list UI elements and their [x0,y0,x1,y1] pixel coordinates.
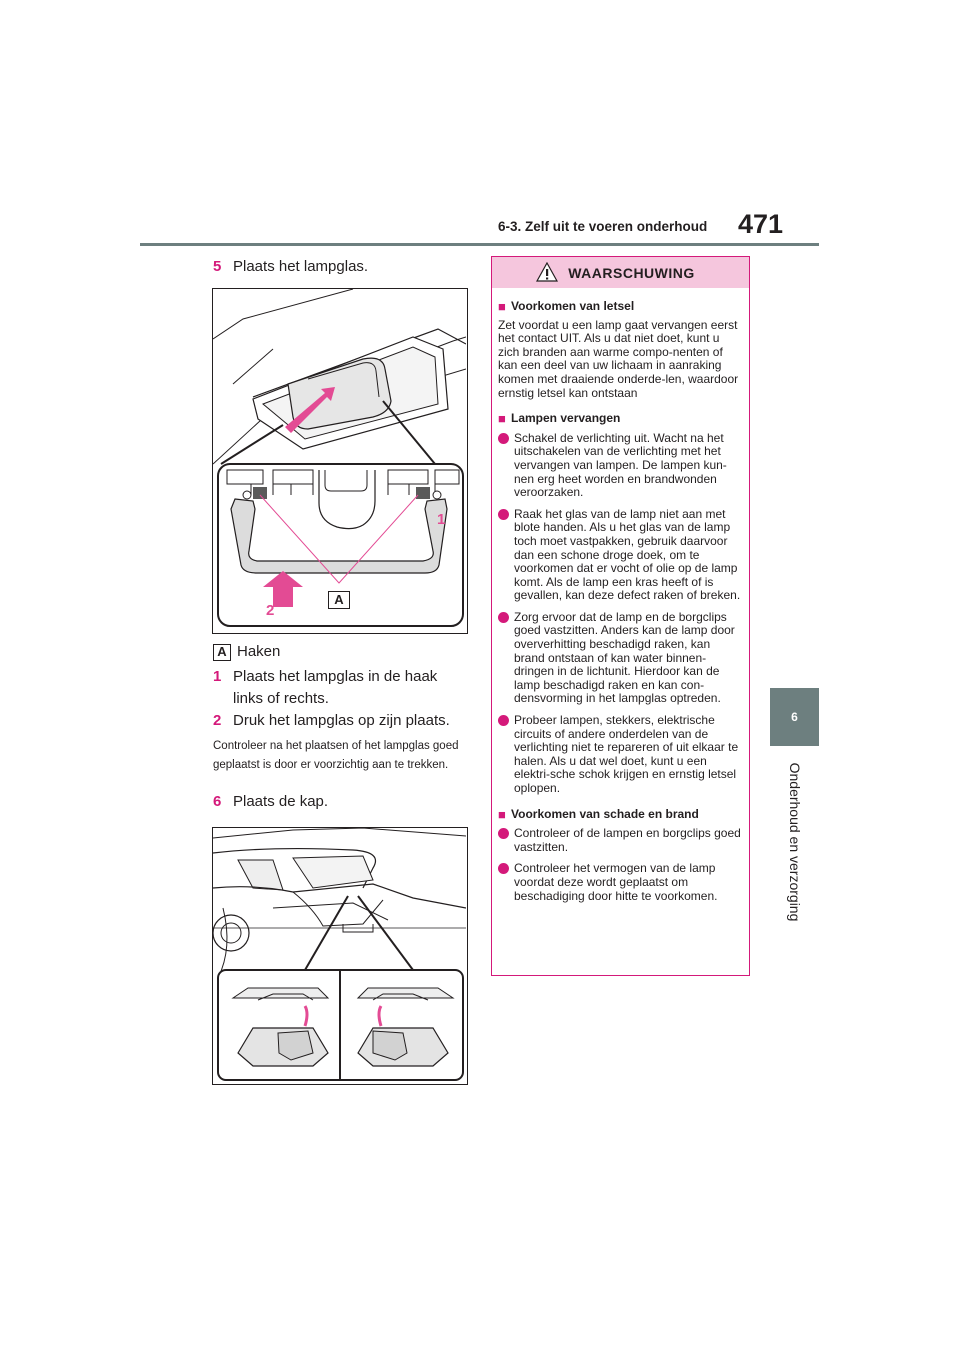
callout-a-badge: A [328,591,350,609]
warning-box [491,256,750,976]
substep-number: 1 [213,668,222,685]
square-bullet-icon: ■ [498,411,506,427]
warning-section-heading: ■ Voorkomen van letsel [498,299,635,314]
chapter-label-text: Onderhoud en verzorging [787,762,803,922]
warning-bullet: Raak het glas van de lamp niet aan met blote handen. Als u het glas van de lamp toch moet vastpakken, gebruik daarvoor dan een schone droge doek, om te voorkomen dat er vocht of olie op de lamp komt. Als de lamp een kras heeft of is gevallen, kan deze defect raken of breken. [498,508,744,603]
callout-2: 2 [266,602,275,619]
warning-bullet: Probeer lampen, stekkers, elektrische circuits of andere onderdelen van de verlichting niet te repareren of uit elkaar te halen. Als u dat wel doet, kunt u een elektri-sche schok krijgen en ernstig letsel oplopen. [498,714,744,796]
warning-body [492,288,749,903]
substep-1 [213,666,468,710]
substep-number: 2 [213,712,222,729]
step-number: 6 [213,793,222,810]
lamp-glass-illustration [213,289,466,632]
warning-paragraph: Zet voordat u een lamp gaat vervangen eerst het contact UIT. Als u dat niet doet, kunt u zich branden aan warme compo-nenten of kan een deel van uw lichaam in aanraking komen met draaiende onderde-len, waardoor ernstig letsel kan ontstaan [498,317,739,400]
warning-header [492,257,749,288]
section-title: 6-3. Zelf uit te voeren onderhoud [498,219,708,234]
bullet-dot-icon [498,715,509,726]
step-number: 5 [213,258,222,275]
bullet-dot-icon [498,433,509,444]
lamp-glass-figure [212,288,468,634]
legend-text: Haken [237,643,281,660]
warning-bullet: Controleer of de lampen en borgclips goed vastzitten. [498,827,744,854]
bullet-dot-icon [498,509,509,520]
square-bullet-icon: ■ [498,806,506,822]
cover-figure [212,827,468,1085]
header-rule [140,243,819,246]
step-text: Plaats de kap. [233,793,329,810]
chapter-tab[interactable]: 6 [770,688,819,746]
warning-title: WAARSCHUWING [568,265,695,281]
warning-bullet: Schakel de verlichting uit. Wacht na het uitschakelen van de verlichting met het vervangen van lampen. De lampen kun-nen erg heet worden en brandwonden veroorzaken. [498,432,744,500]
callout-1: 1 [437,511,446,528]
bullet-dot-icon [498,612,509,623]
step-text: Plaats het lampglas. [233,258,369,275]
warning-section-heading: ■ Lampen vervangen [498,411,621,427]
bullet-dot-icon [498,828,509,839]
note-text: Controleer na het plaatsen of het lampglas goed geplaatst is door er voorzichtig aan te trekken. [213,740,459,771]
square-bullet-icon: ■ [498,299,506,314]
page-number: 471 [738,209,784,239]
warning-bullet: Zorg ervoor dat de lamp en de borgclips goed vastzitten. Anders kan de lamp door oververhitting beschadigd raken, kan brand ontstaan of kan water binnen-dringen in de lichtunit. Hierdoor kan de lamp beschadigd raken en kan con-densvorming in het lampglas optreden. [498,611,744,706]
legend-badge: A [213,644,231,661]
step-6 [213,792,328,812]
substep-2 [213,710,468,732]
substep-text: Druk het lampglas op zijn plaats. [233,712,450,729]
warning-section-heading: ■ Voorkomen van schade en brand [498,806,699,822]
substep-text: Plaats het lampglas in de haak links of rechts. [233,668,438,707]
bullet-dot-icon [498,863,509,874]
chapter-label [781,756,809,928]
cover-illustration [213,828,466,1083]
warning-bullet: Controleer het vermogen van de lamp voordat deze wordt geplaatst om beschadiging door hitte te voorkomen. [498,862,744,903]
legend-a [213,642,280,662]
step-5 [213,257,368,277]
